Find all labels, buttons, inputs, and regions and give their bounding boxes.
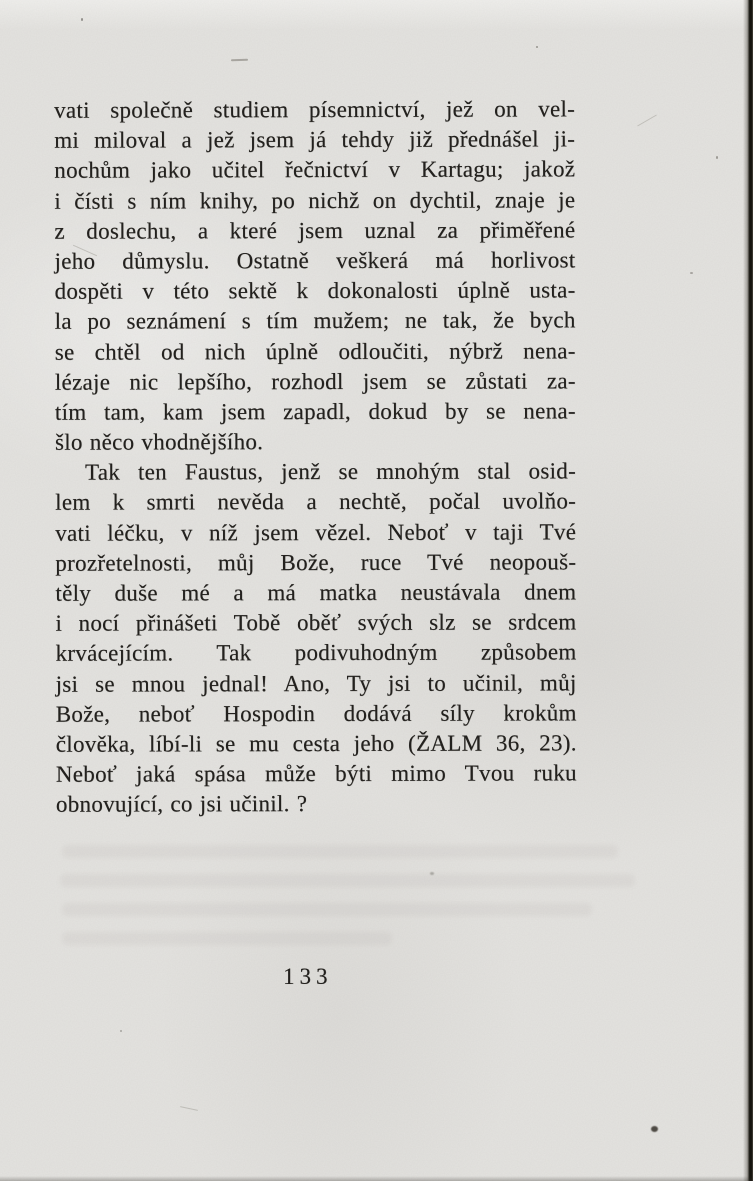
text-line: dospěti v této sektě k dokonalosti úplně usta- bbox=[54, 277, 576, 304]
show-through-line bbox=[62, 845, 618, 858]
text-line: z doslechu, a které jsem uznal za přiměřené bbox=[54, 217, 576, 244]
page-number: 133 bbox=[283, 964, 333, 989]
paper-fiber bbox=[180, 1106, 198, 1111]
ink-speck bbox=[81, 18, 83, 21]
text-line: člověka, líbí-li se mu cesta jeho (ŽALM 36, 23). bbox=[55, 730, 577, 757]
text-line: těly duše mé a má matka neustávala dnem bbox=[55, 579, 577, 606]
text-line: i nocí přinášeti Tobě oběť svých slz se srdcem bbox=[55, 609, 577, 636]
show-through-line bbox=[62, 903, 592, 916]
text-line: jeho důmyslu. Ostatně veškerá má horlivost bbox=[54, 247, 576, 274]
body-text bbox=[54, 94, 577, 820]
text-line: i čísti s ním knihy, po nichž on dychtil, znaje je bbox=[54, 186, 576, 214]
text-line: se chtěl od nich úplně odloučiti, nýbrž nena- bbox=[54, 337, 576, 365]
page-edge-shadow bbox=[0, 1176, 753, 1181]
text-line: krvácejícím. Tak podivuhodným způsobem bbox=[55, 639, 577, 667]
text-line: lézaje nic lepšího, rozhodl jsem se zůstati za- bbox=[54, 368, 576, 395]
paper-fiber bbox=[637, 115, 657, 127]
show-through-line bbox=[62, 932, 392, 945]
ink-speck bbox=[231, 59, 248, 62]
text-line: jsi se mnou jednal! Ano, Ty jsi to učinil, můj bbox=[55, 669, 577, 697]
text-line: la po seznámení s tím mužem; ne tak, že bych bbox=[54, 307, 576, 334]
text-line: obnovující, co jsi učinil. ? bbox=[55, 791, 308, 817]
ink-speck bbox=[120, 1030, 122, 1032]
text-line: mi miloval a jež jsem já tehdy již přednášel ji- bbox=[54, 126, 576, 153]
ink-speck bbox=[536, 46, 538, 48]
page-edge-shadow bbox=[743, 0, 753, 1181]
ink-speck bbox=[716, 156, 718, 159]
ink-speck bbox=[690, 272, 693, 274]
text-line: tím tam, kam jsem zapadl, dokud by se nena- bbox=[54, 398, 576, 425]
text-line: nochům jako učitel řečnictví v Kartagu; jakož bbox=[54, 156, 576, 184]
text-line: šlo něco vhodnějšího. bbox=[54, 429, 264, 455]
ink-speck bbox=[651, 1126, 658, 1132]
text-line: Tak ten Faustus, jenž se mnohým stal osid- bbox=[85, 458, 577, 485]
show-through-line bbox=[60, 874, 635, 887]
text-line: lem k smrti nevěda a nechtě, počal uvolňo- bbox=[55, 488, 577, 516]
text-line: Bože, neboť Hospodin dodává síly krokům bbox=[55, 700, 577, 727]
text-line: vati společně studiem písemnictví, jež on vel- bbox=[54, 96, 576, 123]
text-line: prozřetelnosti, můj Bože, ruce Tvé neopouš- bbox=[55, 549, 577, 576]
text-line: Neboť jaká spása může býti mimo Tvou ruku bbox=[55, 760, 577, 787]
text-line: vati léčku, v níž jsem vězel. Neboť v taji Tvé bbox=[55, 518, 577, 546]
